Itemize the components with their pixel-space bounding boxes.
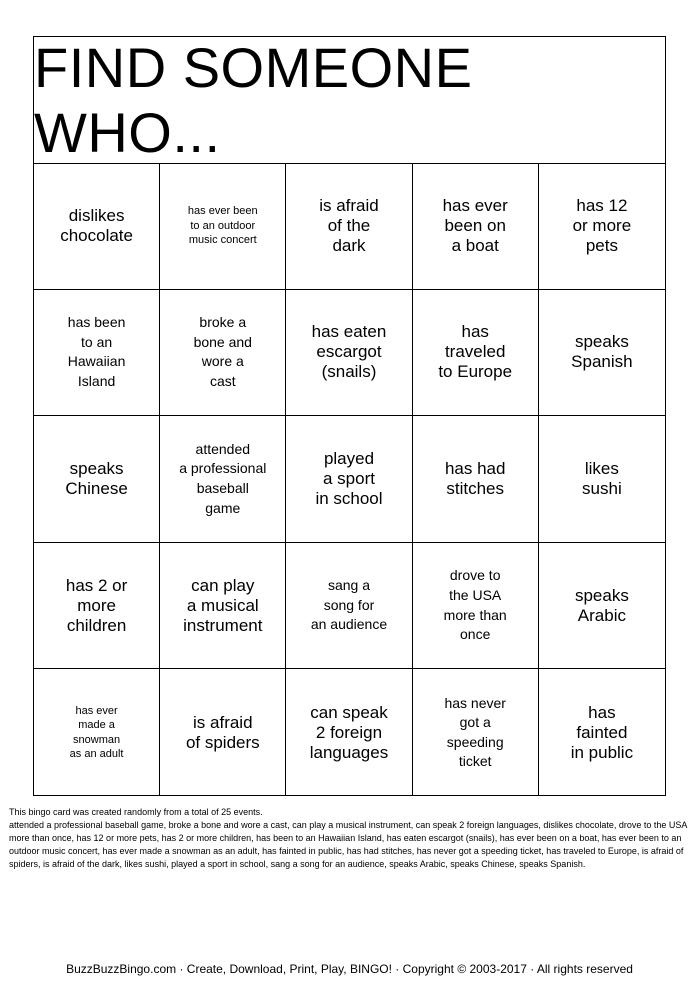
bingo-cell: has 12 or more pets: [539, 163, 665, 290]
bingo-cell: broke a bone and wore a cast: [160, 290, 286, 417]
notes-intro: This bingo card was created randomly from a total of 25 events.: [9, 807, 263, 817]
bingo-cell: has been to an Hawaiian Island: [34, 290, 160, 417]
bingo-cell: has eaten escargot (snails): [286, 290, 412, 417]
bingo-cell: sang a song for an audience: [286, 543, 412, 670]
bingo-cell: speaks Arabic: [539, 543, 665, 670]
bingo-card: [33, 36, 666, 796]
footer: BuzzBuzzBingo.com · Create, Download, Print, Play, BINGO! · Copyright © 2003-2017 · All rights reserved: [66, 962, 633, 976]
card-title: FIND SOMEONE WHO...: [34, 37, 665, 164]
bingo-cell: has ever been to an outdoor music concert: [160, 163, 286, 290]
bingo-cell: attended a professional baseball game: [160, 416, 286, 543]
bingo-cell: is afraid of the dark: [286, 163, 412, 290]
bingo-cell: speaks Chinese: [34, 416, 160, 543]
bingo-cell: has traveled to Europe: [413, 290, 539, 417]
bingo-cell: likes sushi: [539, 416, 665, 543]
bingo-cell: has 2 or more children: [34, 543, 160, 670]
bingo-cell: has fainted in public: [570, 702, 634, 762]
bingo-cell: drove to the USA more than once: [413, 543, 539, 670]
card-notes: [9, 806, 691, 871]
bingo-cell: played a sport in school: [286, 416, 412, 543]
bingo-cell: has ever made a snowman as an adult: [34, 669, 160, 796]
bingo-cell: has had stitches: [413, 416, 539, 543]
bingo-cell: has never got a speeding ticket: [413, 669, 539, 796]
notes-events: attended a professional baseball game, broke a bone and wore a cast, can play a musical instrument, can speak 2 foreign languages, dislikes chocolate, drove to the USA more than once, has 12 or more pets, has 2 or more children, has been to an Hawaiian Island, has eaten escargot (snails), has ever been on a boat, has ever been to an outdoor music concert, has ever made a snowman as an adult, has fainted in public, has had stitches, has never got a speeding ticket, has traveled to Europe, is afraid of spiders, is afraid of the dark, likes sushi, played a sport in school, sang a song for an audience, speaks Arabic, speaks Chinese, speaks Spanish.: [9, 820, 687, 870]
bingo-cell: can speak 2 foreign languages: [286, 669, 412, 796]
bingo-grid: [34, 163, 665, 796]
bingo-cell: is afraid of spiders: [160, 669, 286, 796]
bingo-cell: can play a musical instrument: [160, 543, 286, 670]
bingo-cell: dislikes chocolate: [34, 163, 160, 290]
bingo-cell: has ever been on a boat: [413, 163, 539, 290]
bingo-cell: speaks Spanish: [539, 290, 665, 417]
